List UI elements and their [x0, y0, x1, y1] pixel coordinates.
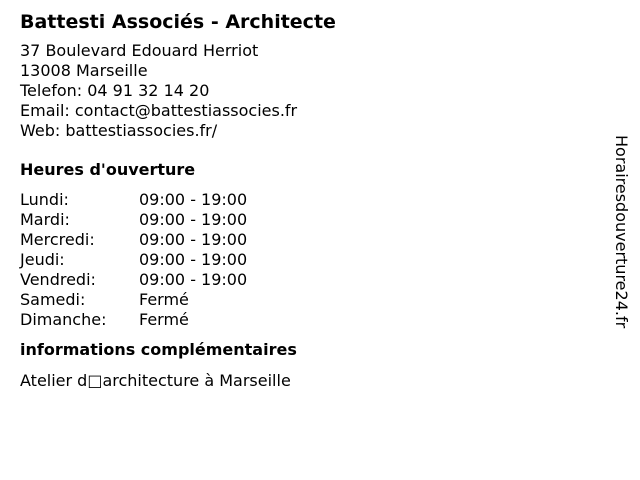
phone-line: Telefon: 04 91 32 14 20 — [20, 81, 210, 100]
opening-hours-heading: Heures d'ouverture — [20, 160, 196, 179]
hours-row-monday — [20, 190, 580, 210]
hours-value: 09:00 - 19:00 — [139, 190, 248, 209]
address-street: 37 Boulevard Edouard Herriot — [20, 41, 259, 60]
hours-row-friday — [20, 270, 580, 290]
day-label: Vendredi: — [20, 270, 96, 289]
hours-value: 09:00 - 19:00 — [139, 270, 248, 289]
day-label: Lundi: — [20, 190, 69, 209]
business-card — [20, 10, 580, 391]
hours-value: 09:00 - 19:00 — [139, 250, 248, 269]
day-label: Mardi: — [20, 210, 70, 229]
source-site-label: Horairesdouverture24.fr — [612, 135, 631, 329]
business-name: Battesti Associés - Architecte — [20, 11, 336, 33]
hours-row-tuesday — [20, 210, 580, 230]
address-city: 13008 Marseille — [20, 61, 148, 80]
hours-row-saturday — [20, 290, 580, 310]
day-label: Samedi: — [20, 290, 86, 309]
hours-value: Fermé — [139, 310, 189, 329]
additional-info-text: Atelier d□architecture à Marseille — [20, 371, 291, 390]
website-line: Web: battestiassocies.fr/ — [20, 121, 218, 140]
day-label: Dimanche: — [20, 310, 107, 329]
hours-row-sunday — [20, 310, 580, 330]
hours-value: 09:00 - 19:00 — [139, 210, 248, 229]
hours-row-thursday — [20, 250, 580, 270]
email-line: Email: contact@battestiassocies.fr — [20, 101, 298, 120]
hours-value: Fermé — [139, 290, 189, 309]
opening-hours-list — [20, 190, 580, 330]
additional-info-heading: informations complémentaires — [20, 340, 297, 359]
hours-row-wednesday — [20, 230, 580, 250]
day-label: Mercredi: — [20, 230, 95, 249]
day-label: Jeudi: — [20, 250, 65, 269]
hours-value: 09:00 - 19:00 — [139, 230, 248, 249]
